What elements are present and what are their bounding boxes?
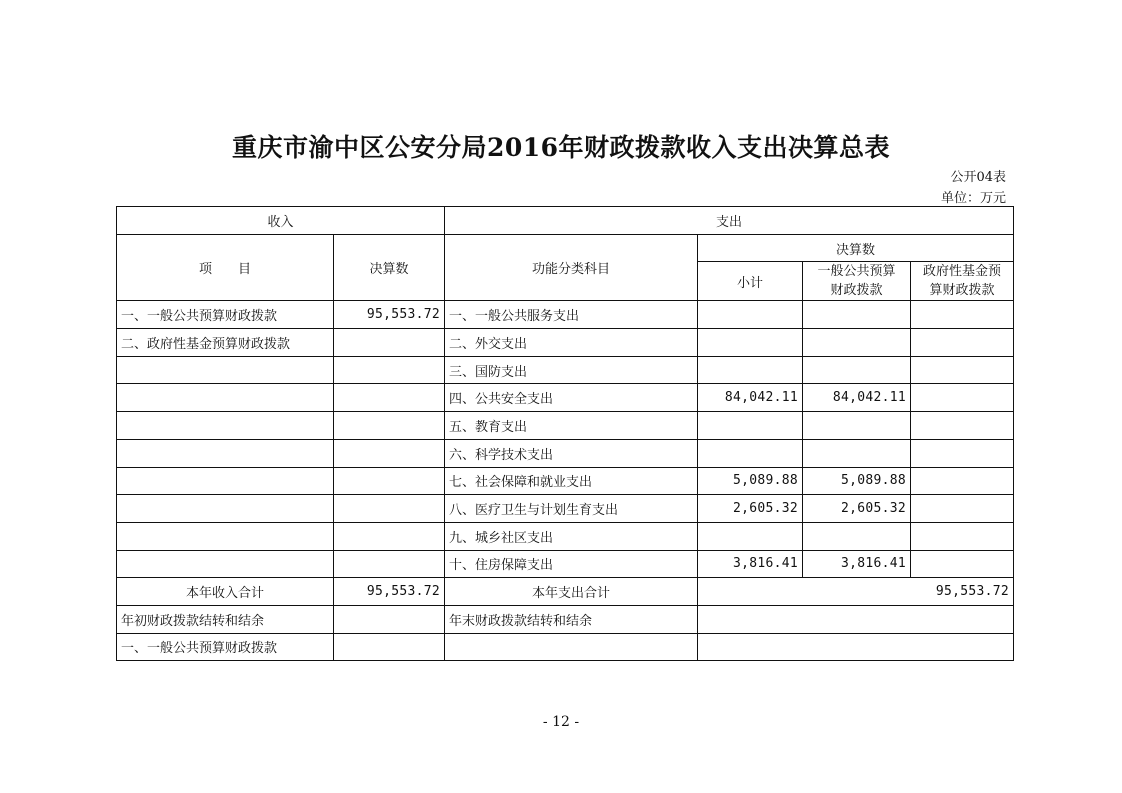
general-budget-cell bbox=[803, 439, 911, 467]
table-row bbox=[117, 467, 1014, 495]
general-budget-cell bbox=[803, 412, 911, 440]
item-header bbox=[117, 234, 334, 301]
income-amount-cell bbox=[334, 522, 445, 550]
expense-item-cell: 八、医疗卫生与计划生育支出 bbox=[445, 495, 698, 523]
subtotal-cell bbox=[698, 439, 803, 467]
totals-row bbox=[117, 578, 1014, 606]
carryover-row bbox=[117, 605, 1014, 633]
general-budget-cell bbox=[803, 522, 911, 550]
subtotal-cell bbox=[698, 301, 803, 329]
expense-item-cell: 十、住房保障支出 bbox=[445, 550, 698, 578]
unit-label: 单位：万元 bbox=[940, 191, 1006, 206]
expense-carryover-sub-label bbox=[445, 633, 698, 661]
gov-fund-cell bbox=[911, 495, 1014, 523]
income-header: 收入 bbox=[117, 207, 445, 235]
income-item-cell bbox=[117, 439, 334, 467]
table-row bbox=[117, 550, 1014, 578]
expense-total-label: 本年支出合计 bbox=[445, 578, 698, 606]
expense-item-cell: 九、城乡社区支出 bbox=[445, 522, 698, 550]
table-row bbox=[117, 329, 1014, 357]
table-row bbox=[117, 356, 1014, 384]
subtotal-header: 小计 bbox=[698, 262, 803, 301]
income-carryover-label: 年初财政拨款结转和结余 bbox=[117, 605, 334, 633]
income-amount-cell bbox=[334, 550, 445, 578]
income-item-cell bbox=[117, 550, 334, 578]
expense-item-cell: 二、外交支出 bbox=[445, 329, 698, 357]
income-total-label: 本年收入合计 bbox=[117, 578, 334, 606]
table-row bbox=[117, 439, 1014, 467]
expense-carryover-label: 年末财政拨款结转和结余 bbox=[445, 605, 698, 633]
carryover-sub-row bbox=[117, 633, 1014, 661]
fiscal-summary-table bbox=[116, 206, 1014, 661]
subtotal-cell: 5,089.88 bbox=[698, 467, 803, 495]
income-amount-header: 决算数 bbox=[334, 234, 445, 301]
general-budget-cell bbox=[803, 329, 911, 357]
table-row bbox=[117, 522, 1014, 550]
general-budget-cell bbox=[803, 356, 911, 384]
income-carryover-amount bbox=[334, 605, 445, 633]
income-item-cell bbox=[117, 412, 334, 440]
form-code: 公开04表 bbox=[950, 170, 1006, 185]
gov-fund-cell bbox=[911, 439, 1014, 467]
income-item-cell: 一、一般公共预算财政拨款 bbox=[117, 301, 334, 329]
income-amount-cell bbox=[334, 467, 445, 495]
subtotal-cell bbox=[698, 329, 803, 357]
income-item-cell bbox=[117, 467, 334, 495]
subtotal-cell: 3,816.41 bbox=[698, 550, 803, 578]
expense-item-cell: 一、一般公共服务支出 bbox=[445, 301, 698, 329]
gov-fund-cell bbox=[911, 384, 1014, 412]
gov-fund-cell bbox=[911, 522, 1014, 550]
income-total-amount: 95,553.72 bbox=[334, 578, 445, 606]
item-header-label: 项 目 bbox=[198, 262, 251, 278]
table-row bbox=[117, 301, 1014, 329]
header-row-2 bbox=[117, 234, 1014, 262]
income-item-cell bbox=[117, 522, 334, 550]
income-amount-cell bbox=[334, 412, 445, 440]
gov-fund-cell bbox=[911, 356, 1014, 384]
page-number: - 12 - bbox=[542, 714, 580, 730]
expense-item-cell: 三、国防支出 bbox=[445, 356, 698, 384]
income-item-cell bbox=[117, 356, 334, 384]
expense-item-cell: 六、科学技术支出 bbox=[445, 439, 698, 467]
expense-item-cell: 五、教育支出 bbox=[445, 412, 698, 440]
income-amount-cell bbox=[334, 329, 445, 357]
income-amount-cell bbox=[334, 495, 445, 523]
income-item-cell: 二、政府性基金预算财政拨款 bbox=[117, 329, 334, 357]
income-item-cell bbox=[117, 384, 334, 412]
income-amount-cell bbox=[334, 384, 445, 412]
expense-total-amount: 95,553.72 bbox=[698, 578, 1014, 606]
income-amount-cell: 95,553.72 bbox=[334, 301, 445, 329]
expense-item-cell: 四、公共安全支出 bbox=[445, 384, 698, 412]
income-carryover-sub-amount bbox=[334, 633, 445, 661]
general-budget-cell: 3,816.41 bbox=[803, 550, 911, 578]
subtotal-cell bbox=[698, 522, 803, 550]
table-row bbox=[117, 384, 1014, 412]
table-row bbox=[117, 412, 1014, 440]
func-category-header: 功能分类科目 bbox=[445, 234, 698, 301]
income-carryover-sub-label: 一、一般公共预算财政拨款 bbox=[117, 633, 334, 661]
expense-carryover-sub-amount bbox=[698, 633, 1014, 661]
gov-fund-cell bbox=[911, 467, 1014, 495]
expense-header: 支出 bbox=[445, 207, 1014, 235]
general-budget-cell: 2,605.32 bbox=[803, 495, 911, 523]
general-budget-header: 一般公共预算财政拨款 bbox=[803, 262, 911, 301]
subtotal-cell: 84,042.11 bbox=[698, 384, 803, 412]
gov-fund-cell bbox=[911, 301, 1014, 329]
gov-fund-cell bbox=[911, 329, 1014, 357]
income-item-cell bbox=[117, 495, 334, 523]
subtotal-cell: 2,605.32 bbox=[698, 495, 803, 523]
income-amount-cell bbox=[334, 439, 445, 467]
gov-fund-cell bbox=[911, 550, 1014, 578]
gov-fund-header: 政府性基金预算财政拨款 bbox=[911, 262, 1014, 301]
gov-fund-cell bbox=[911, 412, 1014, 440]
general-budget-cell: 84,042.11 bbox=[803, 384, 911, 412]
general-budget-cell bbox=[803, 301, 911, 329]
general-budget-cell: 5,089.88 bbox=[803, 467, 911, 495]
expense-amount-header: 决算数 bbox=[698, 234, 1014, 262]
header-row-1 bbox=[117, 207, 1014, 235]
expense-item-cell: 七、社会保障和就业支出 bbox=[445, 467, 698, 495]
subtotal-cell bbox=[698, 412, 803, 440]
income-amount-cell bbox=[334, 356, 445, 384]
page-title: 重庆市渝中区公安分局2016年财政拨款收入支出决算总表 bbox=[231, 133, 891, 162]
subtotal-cell bbox=[698, 356, 803, 384]
expense-carryover-amount bbox=[698, 605, 1014, 633]
table-row bbox=[117, 495, 1014, 523]
